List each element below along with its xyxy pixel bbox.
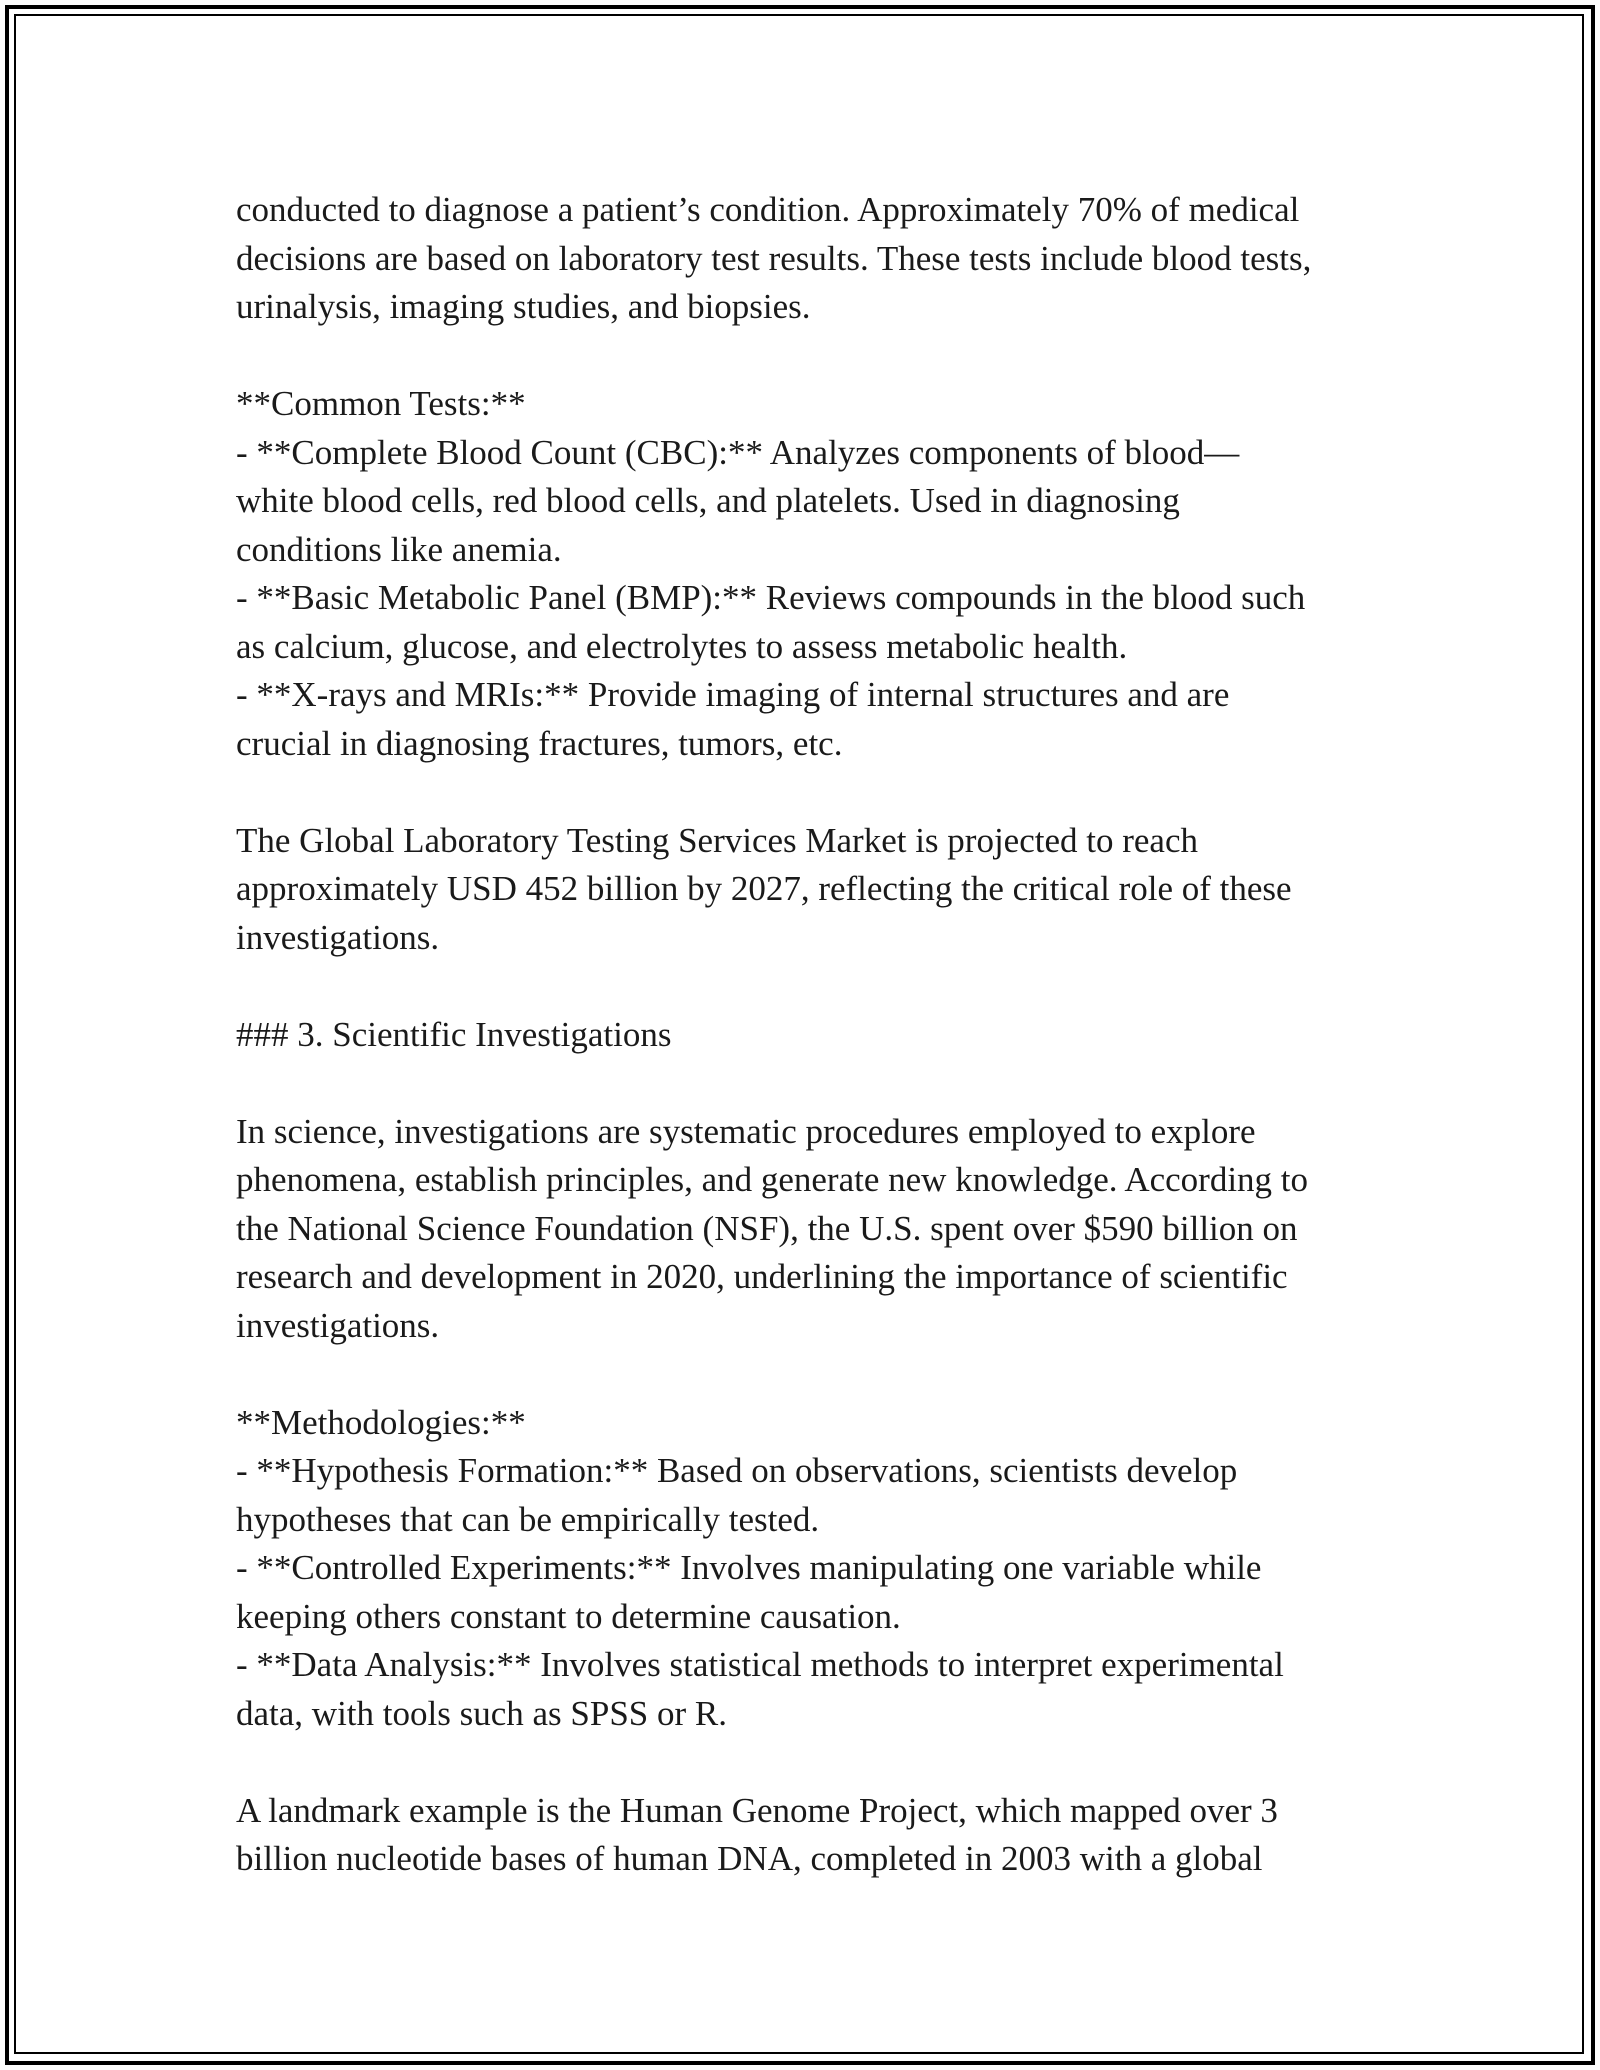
text-line: approximately USD 452 billion by 2027, reflecting the critical role of these (236, 869, 1292, 908)
text-line: conducted to diagnose a patient’s condition. Approximately 70% of medical (236, 190, 1300, 229)
blank-line (236, 1350, 1396, 1399)
text-line: billion nucleotide bases of human DNA, completed in 2003 with a global (236, 1839, 1263, 1878)
text-line: crucial in diagnosing fractures, tumors, etc. (236, 723, 843, 763)
blank-line (236, 1738, 1396, 1787)
blank-line (236, 332, 1396, 381)
text-line: investigations. (236, 917, 440, 957)
text-line: **Common Tests:** (236, 384, 526, 423)
text-line: - **Hypothesis Formation:** Based on observations, scientists develop (236, 1451, 1238, 1490)
text-line: In science, investigations are systematic procedures employed to explore (236, 1111, 1256, 1151)
text-line: data, with tools such as SPSS or R. (236, 1693, 728, 1733)
text-line: - **X-rays and MRIs:** Provide imaging of internal structures and are (236, 675, 1230, 714)
text-line: the National Science Foundation (NSF), the U.S. spent over $590 billion on (236, 1208, 1298, 1248)
text-line: phenomena, establish principles, and generate new knowledge. According to (236, 1160, 1309, 1199)
text-line: white blood cells, red blood cells, and platelets. Used in diagnosing (236, 481, 1180, 520)
text-line: - **Data Analysis:** Involves statistical methods to interpret experimental (236, 1645, 1284, 1684)
text-line: as calcium, glucose, and electrolytes to assess metabolic health. (236, 626, 1128, 666)
text-line: research and development in 2020, underlining the importance of scientific (236, 1257, 1288, 1296)
text-line: keeping others constant to determine causation. (236, 1596, 901, 1636)
text-line: ### 3. Scientific Investigations (236, 1014, 672, 1054)
blank-line (236, 962, 1396, 1011)
text-line: A landmark example is the Human Genome Project, which mapped over 3 (236, 1790, 1278, 1830)
text-line: - **Controlled Experiments:** Involves manipulating one variable while (236, 1548, 1262, 1587)
document-body (236, 186, 1396, 1884)
text-line: decisions are based on laboratory test results. These tests include blood tests, (236, 238, 1312, 278)
text-line: - **Complete Blood Count (CBC):** Analyzes components of blood— (236, 432, 1240, 472)
text-line: hypotheses that can be empirically tested. (236, 1499, 820, 1539)
text-line: The Global Laboratory Testing Services Market is projected to reach (236, 820, 1198, 860)
blank-line (236, 768, 1396, 817)
text-line: urinalysis, imaging studies, and biopsies. (236, 287, 811, 326)
text-line: **Methodologies:** (236, 1402, 526, 1442)
text-line: - **Basic Metabolic Panel (BMP):** Reviews compounds in the blood such (236, 578, 1306, 617)
text-line: investigations. (236, 1305, 440, 1345)
blank-line (236, 1059, 1396, 1108)
text-line: conditions like anemia. (236, 529, 562, 569)
